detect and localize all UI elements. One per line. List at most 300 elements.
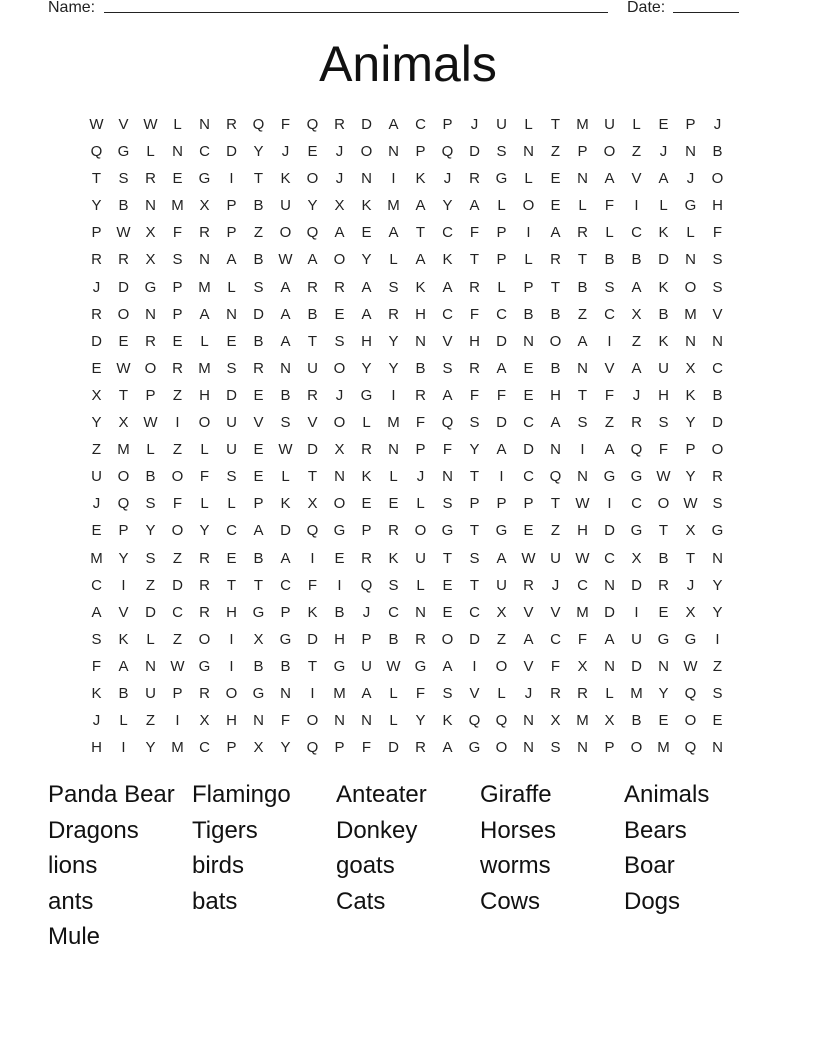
grid-letter: K <box>91 684 102 702</box>
grid-letter: A <box>631 359 642 377</box>
grid-letter: R <box>712 468 723 486</box>
grid-letter: Q <box>306 739 319 757</box>
grid-letter: R <box>550 684 561 702</box>
grid-letter: A <box>361 278 372 296</box>
grid-letter: F <box>415 414 426 432</box>
grid-letter: F <box>280 116 291 133</box>
grid-letter: J <box>713 116 722 133</box>
grid-letter: N <box>334 712 345 730</box>
grid-letter: Y <box>361 251 372 269</box>
grid-letter: N <box>145 197 156 215</box>
grid-letter: Q <box>441 414 454 432</box>
grid-letter: N <box>685 251 696 269</box>
grid-letter: L <box>362 414 371 432</box>
grid-letter: F <box>307 576 318 594</box>
grid-letter: I <box>526 224 531 242</box>
grid-letter: V <box>118 603 129 621</box>
grid-letter: X <box>145 224 156 242</box>
grid-letter: K <box>442 251 453 269</box>
grid-letter: Q <box>630 441 643 459</box>
grid-letter: N <box>523 739 534 757</box>
grid-letter: M <box>171 739 184 757</box>
grid-letter: E <box>523 359 534 377</box>
grid-letter: N <box>712 332 723 350</box>
grid-letter: A <box>226 251 237 269</box>
grid-letter: Q <box>360 576 373 594</box>
grid-letter: N <box>334 468 345 486</box>
grid-letter: K <box>415 170 426 188</box>
word-list-item: Horses <box>480 816 557 844</box>
grid-letter: C <box>631 495 642 513</box>
grid-letter: S <box>550 739 561 757</box>
grid-letter: A <box>253 522 264 540</box>
grid-letter: E <box>361 224 372 242</box>
grid-letter: W <box>143 414 158 432</box>
grid-letter: X <box>550 712 561 730</box>
grid-letter: A <box>280 549 291 567</box>
grid-letter: N <box>253 712 264 730</box>
grid-letter: O <box>522 197 535 215</box>
grid-letter: F <box>199 468 210 486</box>
grid-letter: P <box>361 630 372 648</box>
grid-letter: R <box>199 603 210 621</box>
grid-letter: C <box>172 603 183 621</box>
grid-letter: E <box>307 143 318 161</box>
grid-letter: T <box>307 468 318 486</box>
grid-letter: N <box>685 143 696 161</box>
word-list-item: worms <box>480 852 551 880</box>
grid-letter: T <box>442 549 453 567</box>
grid-letter: Z <box>172 630 183 648</box>
grid-letter: T <box>577 386 588 404</box>
grid-letter: V <box>442 332 453 350</box>
grid-letter: V <box>523 603 534 621</box>
grid-letter: Q <box>306 522 319 540</box>
grid-letter: N <box>199 116 210 133</box>
grid-letter: A <box>442 386 453 404</box>
grid-letter: W <box>116 359 131 377</box>
grid-letter: P <box>496 251 507 269</box>
grid-letter: T <box>307 657 318 675</box>
grid-letter: L <box>200 332 209 350</box>
grid-letter: L <box>497 684 506 702</box>
grid-letter: I <box>472 657 477 675</box>
grid-letter: Y <box>658 684 669 702</box>
grid-letter: W <box>386 657 401 675</box>
grid-letter: W <box>683 495 698 513</box>
grid-letter: B <box>415 359 426 377</box>
grid-letter: J <box>92 495 101 513</box>
grid-letter: P <box>496 495 507 513</box>
grid-letter: N <box>415 332 426 350</box>
grid-letter: V <box>604 359 615 377</box>
grid-letter: O <box>630 739 643 757</box>
grid-letter: S <box>388 576 399 594</box>
grid-letter: A <box>550 414 561 432</box>
grid-letter: G <box>630 468 643 486</box>
grid-letter: N <box>172 143 183 161</box>
grid-letter: W <box>170 657 185 675</box>
grid-letter: F <box>604 386 615 404</box>
grid-letter: P <box>172 305 183 323</box>
grid-letter: Y <box>388 359 399 377</box>
grid-letter: B <box>712 386 723 404</box>
grid-letter: U <box>496 576 507 594</box>
grid-letter: P <box>469 495 480 513</box>
grid-letter: K <box>415 278 426 296</box>
letter-grid <box>83 111 731 761</box>
grid-letter: B <box>145 468 156 486</box>
grid-letter: R <box>415 739 426 757</box>
grid-letter: N <box>577 739 588 757</box>
grid-letter: E <box>226 549 237 567</box>
grid-letter: T <box>307 332 318 350</box>
grid-letter: U <box>550 549 561 567</box>
grid-letter: Y <box>712 576 723 594</box>
grid-letter: G <box>684 197 697 215</box>
grid-letter: O <box>657 495 670 513</box>
grid-letter: U <box>415 549 426 567</box>
grid-letter: D <box>496 332 507 350</box>
grid-letter: A <box>523 630 534 648</box>
grid-letter: Q <box>441 143 454 161</box>
grid-letter: B <box>550 305 561 323</box>
grid-letter: I <box>634 197 639 215</box>
grid-letter: D <box>496 414 507 432</box>
grid-letter: I <box>229 657 234 675</box>
grid-letter: B <box>118 197 129 215</box>
grid-letter: O <box>603 143 616 161</box>
grid-letter: H <box>334 630 345 648</box>
grid-letter: W <box>278 441 293 459</box>
grid-letter: L <box>524 116 533 133</box>
grid-letter: R <box>253 359 264 377</box>
grid-letter: J <box>335 143 344 161</box>
grid-letter: E <box>550 197 561 215</box>
grid-letter: B <box>118 684 129 702</box>
grid-letter: T <box>469 576 480 594</box>
grid-letter: N <box>685 332 696 350</box>
grid-letter: Q <box>306 224 319 242</box>
grid-letter: D <box>523 441 534 459</box>
grid-letter: U <box>280 197 291 215</box>
grid-letter: L <box>119 712 128 730</box>
grid-letter: T <box>415 224 426 242</box>
grid-letter: Y <box>253 143 264 161</box>
grid-letter: I <box>607 495 612 513</box>
grid-letter: G <box>414 657 427 675</box>
name-label: Name: <box>48 0 96 16</box>
grid-letter: I <box>499 468 504 486</box>
grid-letter: V <box>550 603 561 621</box>
grid-letter: S <box>334 332 345 350</box>
grid-letter: C <box>523 468 534 486</box>
grid-letter: R <box>550 251 561 269</box>
grid-letter: U <box>361 657 372 675</box>
grid-letter: I <box>715 630 720 648</box>
grid-letter: I <box>391 386 396 404</box>
grid-letter: E <box>226 332 237 350</box>
grid-letter: I <box>121 576 126 594</box>
grid-letter: F <box>496 386 507 404</box>
grid-letter: M <box>657 739 670 757</box>
grid-letter: A <box>280 332 291 350</box>
grid-letter: T <box>118 386 129 404</box>
grid-letter: S <box>118 170 129 188</box>
grid-letter: W <box>89 116 104 133</box>
grid-letter: E <box>172 170 183 188</box>
grid-letter: Y <box>145 522 156 540</box>
grid-letter: L <box>227 495 236 513</box>
grid-letter: E <box>334 305 345 323</box>
grid-letter: S <box>577 414 588 432</box>
grid-letter: Q <box>117 495 130 513</box>
grid-letter: R <box>199 684 210 702</box>
grid-letter: F <box>604 197 615 215</box>
grid-letter: C <box>469 603 480 621</box>
grid-letter: C <box>442 305 453 323</box>
grid-letter: R <box>469 278 480 296</box>
grid-letter: A <box>199 305 210 323</box>
grid-letter: O <box>198 414 211 432</box>
grid-letter: A <box>334 224 345 242</box>
grid-letter: Y <box>712 603 723 621</box>
grid-letter: C <box>226 522 237 540</box>
grid-letter: N <box>388 441 399 459</box>
grid-letter: B <box>523 305 534 323</box>
grid-letter: B <box>577 278 588 296</box>
grid-letter: C <box>550 630 561 648</box>
grid-letter: P <box>577 143 588 161</box>
grid-letter: Z <box>604 414 615 432</box>
grid-letter: G <box>333 657 346 675</box>
grid-letter: N <box>388 143 399 161</box>
grid-letter: S <box>442 359 453 377</box>
grid-letter: B <box>550 359 561 377</box>
grid-letter: N <box>280 684 291 702</box>
grid-letter: O <box>144 359 157 377</box>
word-list-item: Bears <box>624 816 687 844</box>
grid-letter: F <box>361 739 372 757</box>
grid-letter: C <box>523 414 534 432</box>
grid-letter: T <box>685 549 696 567</box>
grid-letter: G <box>495 522 508 540</box>
grid-letter: F <box>712 224 723 242</box>
grid-letter: R <box>415 386 426 404</box>
grid-letter: A <box>496 549 507 567</box>
grid-letter: Y <box>280 739 291 757</box>
grid-letter: Y <box>91 197 102 215</box>
grid-letter: M <box>198 359 211 377</box>
grid-letter: U <box>658 359 669 377</box>
grid-letter: H <box>712 197 723 215</box>
grid-letter: C <box>496 305 507 323</box>
grid-letter: A <box>280 278 291 296</box>
grid-letter: G <box>117 143 130 161</box>
grid-letter: J <box>443 170 452 188</box>
grid-letter: M <box>684 305 697 323</box>
grid-letter: I <box>175 414 180 432</box>
grid-letter: U <box>631 630 642 648</box>
grid-letter: O <box>414 522 427 540</box>
grid-letter: E <box>658 116 669 133</box>
grid-letter: T <box>91 170 102 188</box>
grid-letter: A <box>415 197 426 215</box>
grid-letter: H <box>469 332 480 350</box>
grid-letter: Z <box>172 441 183 459</box>
grid-letter: J <box>686 576 695 594</box>
grid-letter: U <box>307 359 318 377</box>
grid-letter: L <box>605 224 614 242</box>
grid-letter: Z <box>631 143 642 161</box>
grid-letter: N <box>442 468 453 486</box>
grid-letter: Y <box>199 522 210 540</box>
grid-letter: G <box>468 739 481 757</box>
grid-letter: B <box>280 386 291 404</box>
grid-letter: Y <box>685 468 696 486</box>
grid-letter: S <box>604 278 615 296</box>
grid-letter: P <box>226 224 237 242</box>
grid-letter: B <box>658 305 669 323</box>
grid-letter: N <box>550 441 561 459</box>
grid-letter: S <box>280 414 291 432</box>
grid-letter: U <box>604 116 615 133</box>
grid-letter: E <box>442 576 453 594</box>
grid-letter: Q <box>468 712 481 730</box>
grid-letter: O <box>225 684 238 702</box>
grid-letter: D <box>469 630 480 648</box>
grid-letter: L <box>389 684 398 702</box>
grid-letter: V <box>523 657 534 675</box>
grid-letter: M <box>576 116 589 133</box>
grid-letter: A <box>307 251 318 269</box>
grid-letter: H <box>199 386 210 404</box>
grid-letter: D <box>604 522 615 540</box>
grid-letter: A <box>604 630 615 648</box>
grid-letter: X <box>334 197 345 215</box>
grid-letter: W <box>116 224 131 242</box>
grid-letter: F <box>442 441 453 459</box>
grid-letter: J <box>92 712 101 730</box>
grid-letter: L <box>389 712 398 730</box>
grid-letter: O <box>495 657 508 675</box>
grid-letter: Y <box>361 359 372 377</box>
grid-letter: R <box>577 684 588 702</box>
grid-letter: A <box>442 278 453 296</box>
grid-letter: T <box>253 576 264 594</box>
grid-letter: Z <box>172 549 183 567</box>
grid-letter: X <box>199 712 210 730</box>
grid-letter: N <box>361 170 372 188</box>
grid-letter: C <box>577 576 588 594</box>
grid-letter: Q <box>90 143 103 161</box>
grid-letter: T <box>550 495 561 513</box>
grid-letter: D <box>172 576 183 594</box>
grid-letter: P <box>685 441 696 459</box>
grid-letter: L <box>416 495 425 513</box>
grid-letter: T <box>577 251 588 269</box>
word-list-item: bats <box>192 887 238 915</box>
grid-letter: J <box>686 170 695 188</box>
grid-letter: V <box>631 170 642 188</box>
grid-letter: W <box>143 116 158 133</box>
grid-letter: K <box>118 630 129 648</box>
grid-letter: S <box>172 251 183 269</box>
grid-letter: R <box>469 170 480 188</box>
grid-letter: J <box>281 143 290 161</box>
grid-letter: F <box>91 657 102 675</box>
grid-letter: A <box>91 603 102 621</box>
grid-letter: E <box>253 386 264 404</box>
grid-letter: X <box>685 359 696 377</box>
grid-letter: D <box>631 576 642 594</box>
grid-letter: H <box>361 332 372 350</box>
grid-letter: F <box>658 441 669 459</box>
grid-letter: M <box>630 684 643 702</box>
grid-letter: R <box>307 278 318 296</box>
grid-letter: N <box>415 603 426 621</box>
grid-letter: E <box>91 522 102 540</box>
grid-letter: L <box>578 197 587 215</box>
grid-letter: A <box>361 684 372 702</box>
grid-letter: Y <box>307 197 318 215</box>
grid-letter: R <box>415 630 426 648</box>
grid-letter: Z <box>172 386 183 404</box>
grid-letter: R <box>577 224 588 242</box>
grid-letter: J <box>551 576 560 594</box>
grid-letter: G <box>198 657 211 675</box>
grid-letter: F <box>172 224 183 242</box>
grid-letter: Z <box>712 657 723 675</box>
grid-letter: K <box>388 549 399 567</box>
grid-letter: E <box>334 549 345 567</box>
grid-letter: K <box>361 468 372 486</box>
grid-letter: Z <box>550 143 561 161</box>
grid-letter: O <box>441 630 454 648</box>
grid-letter: K <box>307 603 318 621</box>
grid-letter: D <box>226 386 237 404</box>
grid-letter: S <box>253 278 264 296</box>
grid-letter: E <box>118 332 129 350</box>
grid-letter: X <box>604 712 615 730</box>
grid-letter: T <box>550 278 561 296</box>
grid-letter: O <box>117 305 130 323</box>
word-list-item: Flamingo <box>192 781 291 808</box>
grid-letter: Y <box>442 197 453 215</box>
grid-letter: P <box>604 739 615 757</box>
grid-letter: U <box>91 468 102 486</box>
grid-letter: C <box>199 739 210 757</box>
word-list-item: Boar <box>624 852 675 880</box>
grid-letter: A <box>442 657 453 675</box>
grid-letter: Y <box>118 549 129 567</box>
grid-letter: B <box>253 332 264 350</box>
grid-letter: I <box>580 441 585 459</box>
grid-letter: A <box>496 441 507 459</box>
grid-letter: O <box>117 468 130 486</box>
grid-letter: R <box>658 576 669 594</box>
grid-letter: F <box>550 657 561 675</box>
grid-letter: L <box>497 278 506 296</box>
grid-letter: Y <box>685 414 696 432</box>
grid-letter: R <box>388 305 399 323</box>
grid-letter: I <box>310 549 315 567</box>
grid-letter: L <box>497 197 506 215</box>
grid-letter: G <box>360 386 373 404</box>
word-list-item: Panda Bear <box>48 781 175 808</box>
grid-letter: I <box>229 630 234 648</box>
grid-letter: D <box>145 603 156 621</box>
